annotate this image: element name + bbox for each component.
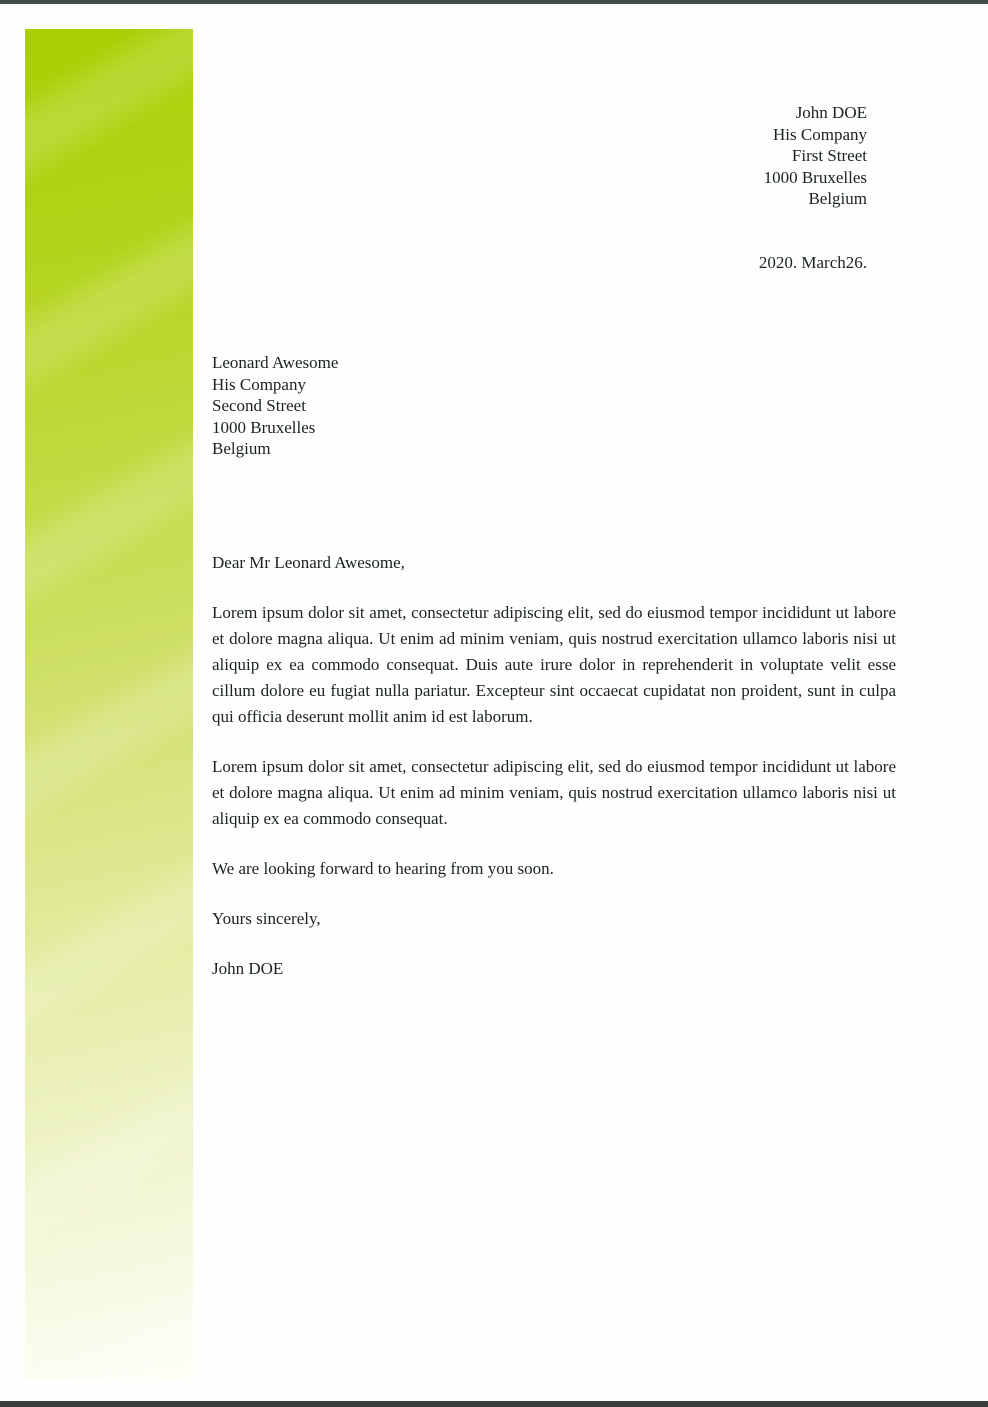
sender-country: Belgium — [808, 189, 867, 208]
closing-line: We are looking forward to hearing from you soon. — [212, 859, 554, 878]
valediction: Yours sincerely, — [212, 909, 321, 928]
letter-body — [212, 550, 896, 1006]
recipient-name: Leonard Awesome — [212, 353, 339, 372]
green-gradient-accent-bar — [25, 29, 193, 1380]
recipient-city: 1000 Bruxelles — [212, 417, 316, 437]
salutation: Dear Mr Leonard Awesome, — [212, 553, 405, 572]
body-paragraph-2: Lorem ipsum dolor sit amet, consectetur adipiscing elit, sed do eiusmod tempor incididunt ut labore et dolore magna aliqua. Ut enim ad minim veniam, quis nostrud exercitation ullamco laboris nisi ut aliquip ex ea commodo consequat. — [212, 757, 896, 828]
sender-city: 1000 Bruxelles — [763, 167, 867, 187]
recipient-company: His Company — [212, 374, 306, 394]
window-border-bottom — [0, 1401, 988, 1407]
recipient-country: Belgium — [212, 439, 271, 458]
letter-date: 2020. March26. — [758, 253, 867, 272]
recipient-street: Second Street — [212, 396, 306, 415]
body-paragraph-1: Lorem ipsum dolor sit amet, consectetur adipiscing elit, sed do eiusmod tempor incididunt ut labore et dolore magna aliqua. Ut enim ad minim veniam, quis nostrud exercitation ullamco laboris nisi ut aliquip ex ea commodo consequat. Duis aute irure dolor in reprehenderit in voluptate velit esse cillum dolore eu fugiat nulla pariatur. Excepteur sint occaecat cupidatat non proident, sunt in culpa qui officia deserunt mollit anim id est laborum. — [212, 603, 896, 726]
sender-name: John DOE — [795, 103, 867, 122]
window-border-top — [0, 0, 988, 4]
sender-company: His Company — [773, 124, 867, 144]
sender-street: First Street — [791, 146, 867, 165]
sender-address-block — [764, 102, 867, 210]
signature-name: John DOE — [212, 959, 284, 978]
recipient-address-block — [212, 352, 338, 460]
